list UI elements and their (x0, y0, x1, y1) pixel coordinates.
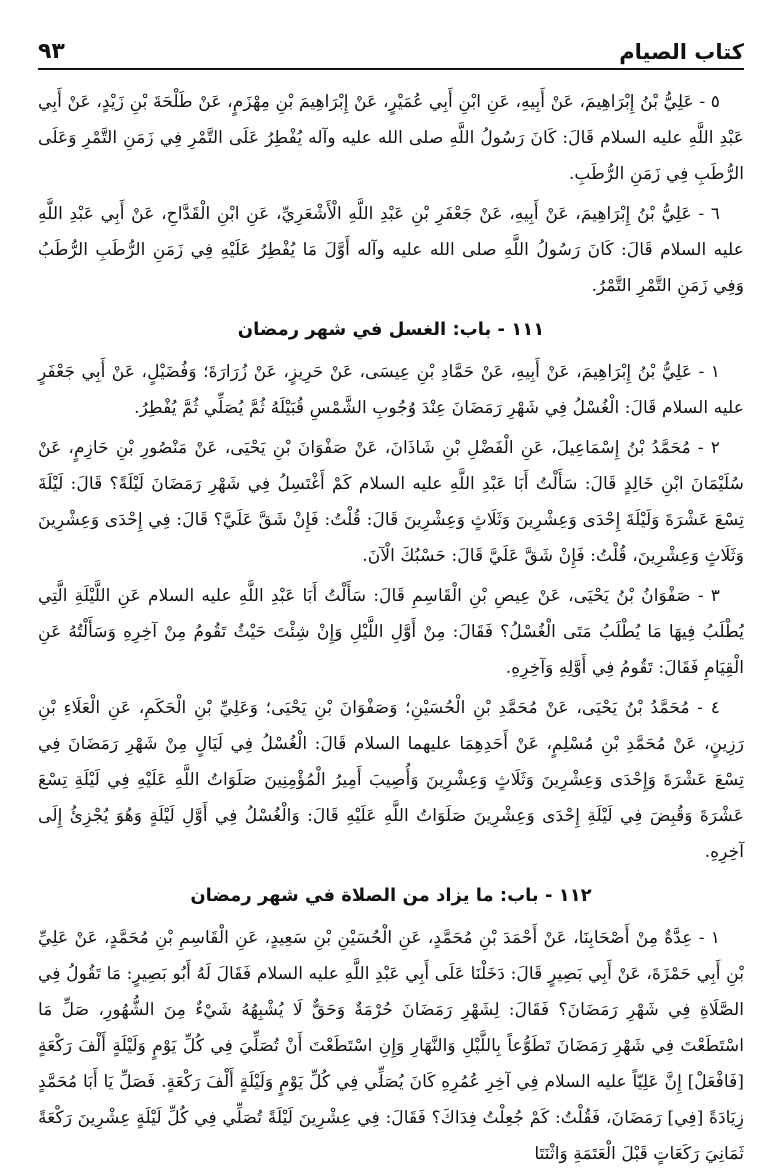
hadith-paragraph: ٣ - صَفْوَانُ بْنُ يَحْيَى، عَنْ عِيصِ بْنِ الْقَاسِمِ قَالَ: سَأَلْتُ أَبَا عَبْدِ اللَّهِ عليه السلام عَنِ اللَّيْلَةِ الَّتِي يُطْلَبُ فِيهَا مَا يُطْلَبُ مَتَى الْغُسْلُ؟ فَقَالَ: مِنْ أَوَّلِ اللَّيْلِ وَإِنْ شِئْتَ حَيْثُ تَقُومُ مِنْ آخِرِهِ وَسَأَلْتُهُ عَنِ الْقِيَامِ فَقَالَ: تَقُومُ فِي أَوَّلِهِ وَآخِرِهِ. (38, 586, 744, 678)
page-content (38, 84, 744, 1164)
chapter-heading: ١١١ - باب: الغسل في شهر رمضان (237, 319, 545, 340)
hadith-paragraph: ٦ - عَلِيُّ بْنُ إِبْرَاهِيمَ، عَنْ أَبِيهِ، عَنْ جَعْفَرِ بْنِ عَبْدِ اللَّهِ الْأَشْعَرِيِّ، عَنِ ابْنِ الْقَدَّاحِ، عَنْ أَبِي عَبْدِ اللَّهِ عليه السلام قَالَ: كَانَ رَسُولُ اللَّهِ صلى الله عليه وآله أَوَّلَ مَا يُفْطِرُ عَلَيْهِ فِي زَمَنِ الرُّطَبِ الرُّطَبُ وَفِي زَمَنِ التَّمْرِ التَّمْرُ. (38, 204, 744, 296)
hadith-paragraph: ١ - عَلِيُّ بْنُ إِبْرَاهِيمَ، عَنْ أَبِيهِ، عَنْ حَمَّادِ بْنِ عِيسَى، عَنْ حَرِيزٍ، عَنْ زُرَارَةَ؛ وَفُضَيْلٍ، عَنْ أَبِي جَعْفَرٍ عليه السلام قَالَ: الْغُسْلُ فِي شَهْرِ رَمَضَانَ عِنْدَ وُجُوبِ الشَّمْسِ قُبَيْلَهُ ثُمَّ يُصَلِّي ثُمَّ يُفْطِرُ. (38, 362, 744, 418)
page-number: ٩٣ (38, 39, 65, 64)
hadith-paragraph: ١ - عِدَّةٌ مِنْ أَصْحَابِنَا، عَنْ أَحْمَدَ بْنِ مُحَمَّدٍ، عَنِ الْحُسَيْنِ بْنِ سَعِيدٍ، عَنِ الْقَاسِمِ بْنِ مُحَمَّدٍ، عَنْ عَلِيِّ بْنِ أَبِي حَمْزَةَ، عَنْ أَبِي بَصِيرٍ قَالَ: دَخَلْنَا عَلَى أَبِي عَبْدِ اللَّهِ عليه السلام فَقَالَ لَهُ أَبُو بَصِيرٍ: مَا تَقُولُ فِي الصَّلَاةِ فِي شَهْرِ رَمَضَانَ؟ فَقَالَ: لِشَهْرِ رَمَضَانَ حُرْمَةٌ وَحَقٌّ لَا يُشْبِهُهُ شَيْءٌ مِنَ الشُّهُورِ، صَلِّ مَا اسْتَطَعْتَ فِي شَهْرِ رَمَضَانَ تَطَوُّعاً بِاللَّيْلِ وَالنَّهَارِ وَإِنِ اسْتَطَعْتَ أَنْ تُصَلِّيَ فِي كُلِّ يَوْمٍ وَلَيْلَةٍ أَلْفَ رَكْعَةٍ [فَافْعَلْ] إِنَّ عَلِيّاً عليه السلام فِي آخِرِ عُمُرِهِ كَانَ يُصَلِّي فِي كُلِّ يَوْمٍ وَلَيْلَةٍ أَلْفَ رَكْعَةٍ. فَصَلِّ يَا أَبَا مُحَمَّدٍ زِيَادَةً [فِي] رَمَضَانَ، فَقُلْتُ: كَمْ جُعِلْتُ فِدَاكَ؟ فَقَالَ: فِي عِشْرِينَ لَيْلَةً تُصَلِّي فِي كُلِّ لَيْلَةٍ عِشْرِينَ رَكْعَةً ثَمَانِيَ رَكَعَاتٍ قَبْلَ الْعَتَمَةِ وَاثْنَتَا (38, 928, 744, 1164)
book-title: كتاب الصيام (619, 40, 744, 64)
page-header (38, 30, 744, 70)
chapter-heading: ١١٢ - باب: ما يزاد من الصلاة في شهر رمضان (190, 885, 592, 906)
hadith-paragraph: ٢ - مُحَمَّدُ بْنُ إِسْمَاعِيلَ، عَنِ الْفَضْلِ بْنِ شَاذَانَ، عَنْ صَفْوَانَ بْنِ يَحْيَى، عَنْ مَنْصُورِ بْنِ حَازِمٍ، عَنْ سُلَيْمَانَ ابْنِ خَالِدٍ قَالَ: سَأَلْتُ أَبَا عَبْدِ اللَّهِ عليه السلام كَمْ أَغْتَسِلُ فِي شَهْرِ رَمَضَانَ لَيْلَةً؟ قَالَ: لَيْلَةَ تِسْعَ عَشْرَةَ وَلَيْلَةَ إِحْدَى وَعِشْرِينَ وَثَلَاثٍ وَعِشْرِينَ قَالَ: قُلْتُ: فَإِنْ شَقَّ عَلَيَّ؟ قَالَ: فِي إِحْدَى وَعِشْرِينَ وَثَلَاثٍ وَعِشْرِينَ، قُلْتُ: فَإِنْ شَقَّ عَلَيَّ قَالَ: حَسْبُكَ الْآنَ. (38, 438, 744, 566)
hadith-paragraph: ٥ - عَلِيُّ بْنُ إِبْرَاهِيمَ، عَنْ أَبِيهِ، عَنِ ابْنِ أَبِي عُمَيْرٍ، عَنْ إِبْرَاهِيمَ بْنِ مِهْزَمٍ، عَنْ طَلْحَةَ بْنِ زَيْدٍ، عَنْ أَبِي عَبْدِ اللَّهِ عليه السلام قَالَ: كَانَ رَسُولُ اللَّهِ صلى الله عليه وآله يُفْطِرُ عَلَى التَّمْرِ فِي زَمَنِ التَّمْرِ وَعَلَى الرُّطَبِ فِي زَمَنِ الرُّطَبِ. (38, 92, 744, 184)
hadith-paragraph: ٤ - مُحَمَّدُ بْنُ يَحْيَى، عَنْ مُحَمَّدِ بْنِ الْحُسَيْنِ؛ وَصَفْوَانَ بْنِ يَحْيَى؛ وَعَلِيِّ بْنِ الْحَكَمِ، عَنِ الْعَلَاءِ بْنِ رَزِينٍ، عَنْ مُحَمَّدِ بْنِ مُسْلِمٍ، عَنْ أَحَدِهِمَا عليهما السلام قَالَ: الْغُسْلُ فِي لَيَالٍ مِنْ شَهْرِ رَمَضَانَ فِي تِسْعَ عَشْرَةَ وَإِحْدَى وَعِشْرِينَ وَثَلَاثٍ وَعِشْرِينَ وَأُصِيبَ أَمِيرُ الْمُؤْمِنِينَ صَلَوَاتُ اللَّهِ عَلَيْهِ فِي لَيْلَةِ تِسْعَ عَشْرَةَ وَقُبِضَ فِي لَيْلَةِ إِحْدَى وَعِشْرِينَ صَلَوَاتُ اللَّهِ عَلَيْهِ قَالَ: وَالْغُسْلُ فِي أَوَّلِ لَيْلَةٍ وَهُوَ يُجْزِئُ إِلَى آخِرِهِ. (38, 698, 744, 862)
